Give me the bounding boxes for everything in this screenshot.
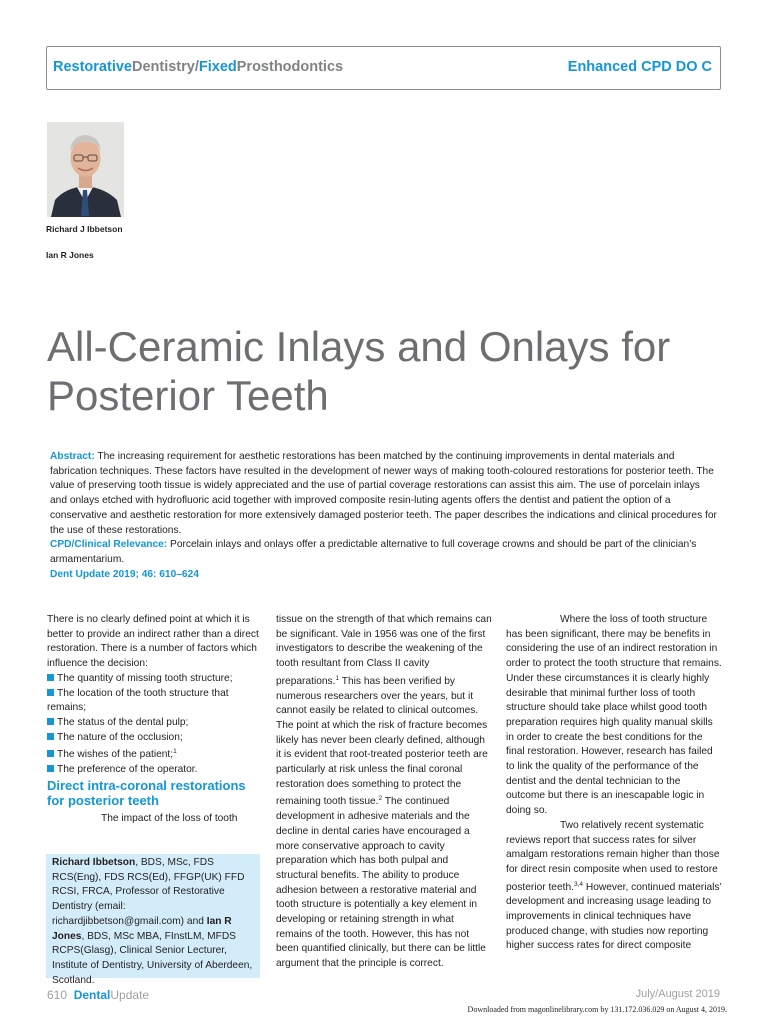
text-segment: tissue on the strength of that which remains can be significant. Vale in 1956 was one of the first investigators to describe the weakening of the tooth resultant from Class II cavity preparations. [276,614,492,687]
bullet-text: The status of the dental pulp; [57,716,189,728]
section-subheading: Direct intra-coronal restorations for posterior teeth [47,777,246,808]
square-bullet-icon [47,689,54,696]
abstract-paragraph [50,450,718,538]
text-segment: The continued development in adhesive materials and the decline in dental caries have encouraged a more conservative approach to cavity preparation which has both pulpal and structural benefits. The ability to produce adhesion between a restorative material and tooth structure is potentially a key element in developing or retaining strength in what remains of the tooth. However, this has not been quantified clinically, but there can be little argument that the principle is correct. [276,796,486,970]
intro-paragraph: There is no clearly defined point at which it is better to provide an indirect rather than a direct restoration. There is a number of factors which influence the decision: [47,614,259,670]
journal-name-update: Update [110,988,150,1002]
bullet-item [47,687,259,716]
square-bullet-icon [47,765,54,772]
bio-name-1: Richard Ibbetson [52,857,136,868]
bio-text-1: , BDS, MSc, FDS RCS(Eng), FDS RCS(Ed), FFGP(UK) FFD RCSI, FRCA, Professor of Restorative Dentistry (email: richardjibbetson@gmail.com) and [52,857,245,927]
text-segment: However, continued materials’ development and increasing usage leading to improvements in clinical techniques have produced change, with studies now reporting higher success rates for direct composite [506,881,722,952]
author-name-1: Richard J Ibbetson [46,224,123,234]
footer-issue-date: July/August 2019 [635,988,720,1000]
download-note: Downloaded from magonlinelibrary.com by 131.172.036.029 on August 4, 2019. [467,1005,727,1014]
section-category [53,59,343,75]
paragraph-start: The impact of the loss of tooth [101,812,238,824]
category-separator: / [194,59,199,75]
bullet-text: The quantity of missing tooth structure; [57,672,233,684]
bullet-item [47,763,259,778]
reference-superscript: 2 [378,795,383,803]
cpd-label: Enhanced CPD DO C [567,59,712,75]
square-bullet-icon [47,733,54,740]
footer-journal [47,988,149,1002]
bullet-text: The wishes of the patient; [57,749,174,761]
abstract-block [50,450,718,582]
abstract-label: Abstract: [50,451,95,462]
body-column-1 [47,613,259,826]
body-column-2 [276,613,492,972]
bio-name-2: Ian R Jones [52,915,232,942]
title-line-2: Posterior Teeth [47,372,329,419]
reference-superscript: 1 [335,674,340,682]
citation: Dent Update 2019; 46: 610–624 [50,568,199,580]
bullet-text: The preference of the operator. [57,764,198,776]
title-line-1: All-Ceramic Inlays and Onlays for [47,323,671,370]
column-2-paragraph [276,613,492,972]
journal-name-dental: Dental [73,988,111,1002]
square-bullet-icon [47,674,54,681]
reference-superscript: 1 [173,748,177,756]
text-segment: Two relatively recent systematic reviews report that success rates for silver amalgam restorations remain higher than those for direct resin composite when used to restore posterior teeth. [506,819,720,893]
body-column-3 [506,613,722,954]
author-photo [47,122,124,217]
author-bio-box [46,854,260,986]
square-bullet-icon [47,718,54,725]
page-number: 610 [47,988,68,1002]
category-dentistry: Dentistry [131,59,195,75]
author-portrait-image [47,122,124,217]
category-restorative: Restorative [53,59,132,75]
category-fixed: Fixed [198,59,237,75]
relevance-label: CPD/Clinical Relevance: [50,539,168,551]
article-title [47,322,737,420]
text-segment: This has been verified by numerous researchers over the years, but it cannot easily be related to clinical outcomes. The point at which the risk of fracture becomes likely has never been clearly defined, although it is evident that root-treated posterior teeth are particularly at risk unless the final coronal restoration does something to protect the remaining tooth tissue. [276,675,488,808]
bullet-item [47,716,259,731]
bullet-text: The nature of the occlusion; [57,731,183,743]
category-prosthodontics: Prosthodontics [236,59,344,75]
bullet-text: The location of the tooth structure that remains; [47,687,229,714]
bullet-item [47,745,259,763]
bio-text-2: , BDS, MSc MBA, FInstLM, MFDS RCPS(Glasg), Clinical Senior Lecturer, Institute of Dentistry, University of Aberdeen, Scotland. [52,930,253,986]
relevance-text: Porcelain inlays and onlays offer a predictable alternative to full coverage crowns and should be part of the clinician’s armamentarium. [50,539,697,565]
reference-superscript: 3,4 [573,880,584,888]
bullet-item [47,731,259,746]
column-3-paragraph-2 [506,819,722,954]
relevance-paragraph [50,538,718,567]
author-name-2: Ian R Jones [46,250,94,260]
column-3-paragraph-1: Where the loss of tooth structure has been significant, there may be benefits in considering the use of an indirect restoration in order to protect the tooth structure that remains. Under these circumstances it is clearly highly desirable that minimal further loss of tooth structure should take place whilst good tooth preparation requires high quality manual skills in order to create the best conditions for the final restoration. However, research has failed to link the quality of the performance of the dentist and the dental technician to the outcome but there is an inescapable logic in doing so. [506,614,722,817]
square-bullet-icon [47,750,54,757]
abstract-text: The increasing requirement for aesthetic restorations has been matched by the continuing improvements in dental materials and fabrication techniques. These factors have resulted in the development of newer ways of making tooth-coloured restorations for posterior teeth. The value of preserving tooth tissue is widely appreciated and the use of partial coverage restorations can assist this aim. The use of porcelain inlays and onlays etched with hydrofluoric acid together with improved composite resin-luting agents offers the dentist and patient the option of a conservative and aesthetic restoration for more extensively damaged posterior teeth. The paper describes the indications and clinical procedures for the use of these restorations. [50,451,717,536]
section-header-box [46,46,721,90]
bullet-item [47,672,259,687]
